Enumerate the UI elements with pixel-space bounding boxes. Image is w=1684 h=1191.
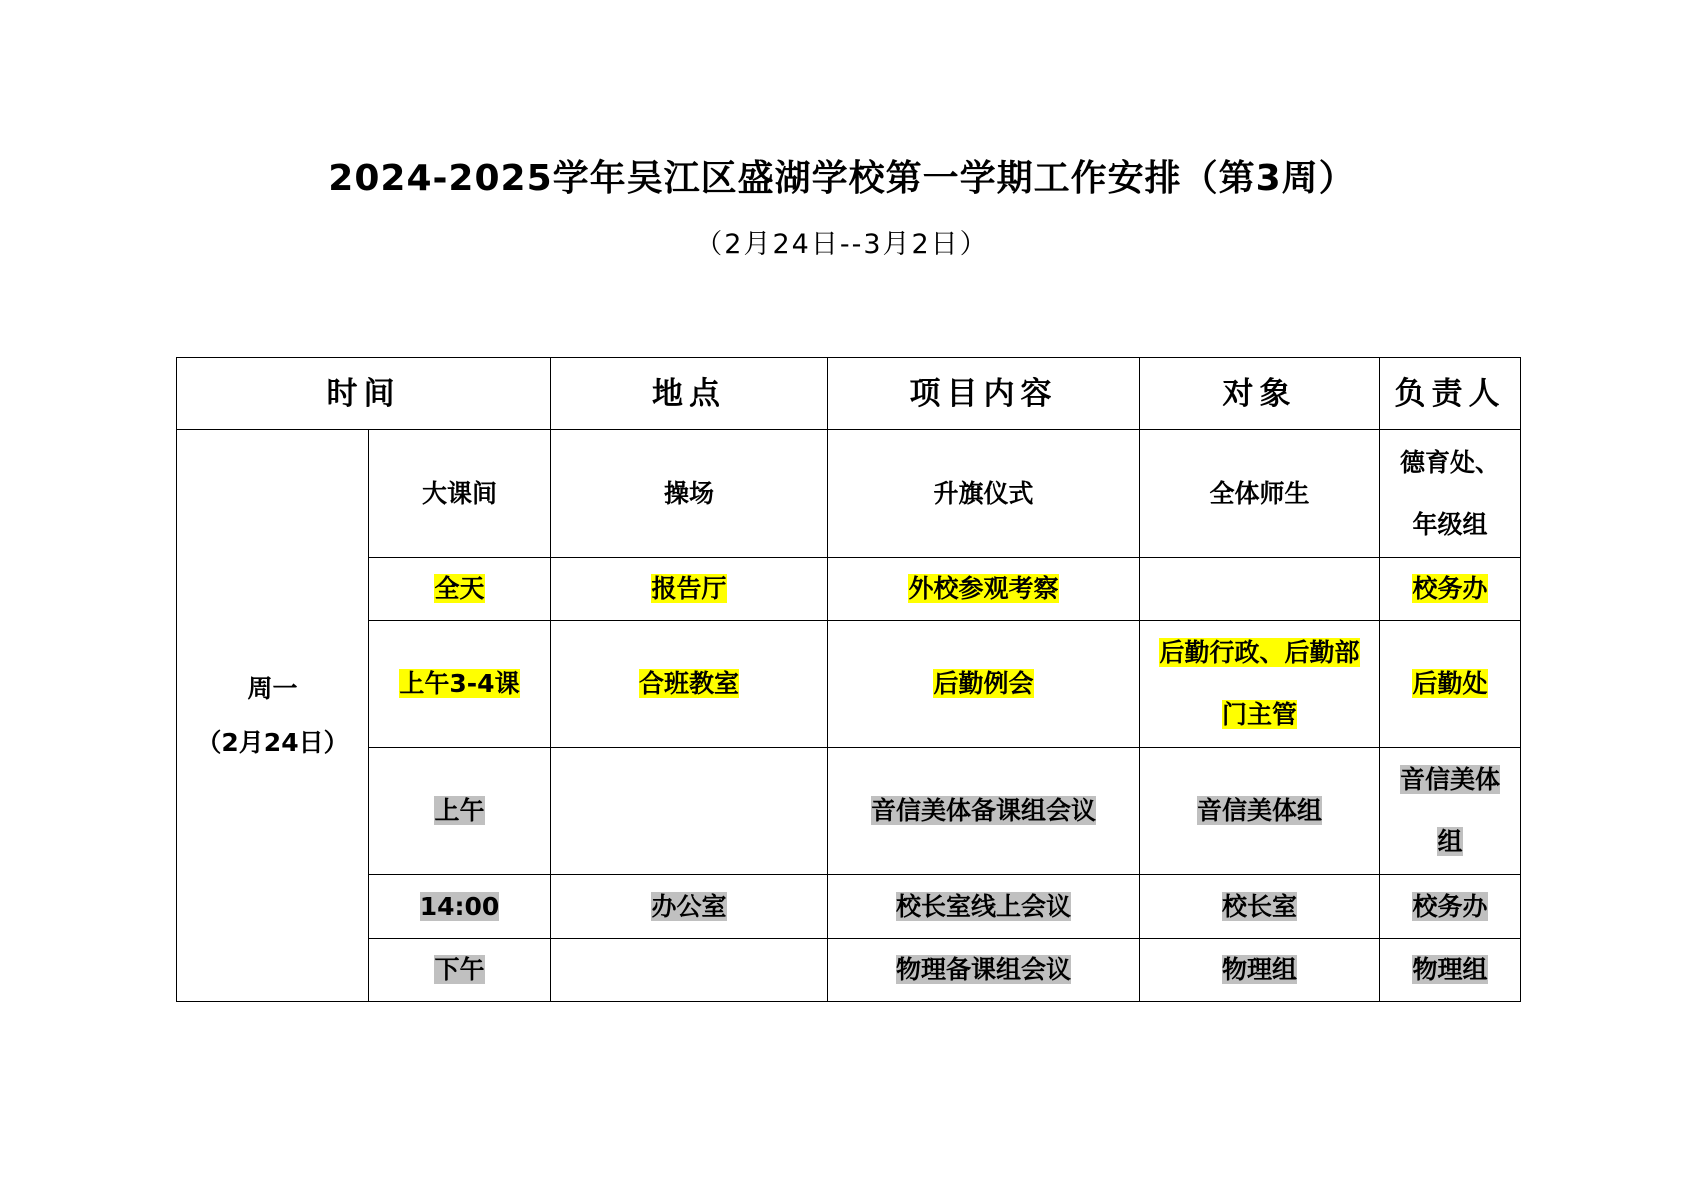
cell-text: 全体师生: [1209, 478, 1310, 508]
cell-text: 物理组: [1412, 955, 1488, 984]
header-target: 对象: [1140, 358, 1380, 430]
time-cell: [369, 939, 551, 1002]
page-title: 2024-2025学年吴江区盛湖学校第一学期工作安排（第3周）: [328, 158, 1356, 199]
target-cell: [1140, 430, 1380, 558]
cell-text: 德育处、年级组: [1399, 447, 1500, 539]
owner-cell: [1380, 748, 1521, 875]
cell-text: 合班教室: [638, 669, 739, 698]
place-cell: [551, 748, 828, 875]
content-cell: [828, 939, 1140, 1002]
header-place: 地点: [551, 358, 828, 430]
header-owner: 负责人: [1380, 358, 1521, 430]
header-time: 时间: [177, 358, 551, 430]
header-content: 项目内容: [828, 358, 1140, 430]
content-cell: [828, 430, 1140, 558]
cell-text: 校长室线上会议: [895, 891, 1071, 921]
target-cell: [1140, 939, 1380, 1002]
table-row: [177, 875, 1521, 939]
cell-text: 升旗仪式: [933, 478, 1034, 508]
day-date: （2月24日）: [196, 727, 349, 757]
target-cell: [1140, 621, 1380, 748]
owner-cell: [1380, 939, 1521, 1002]
owner-cell: [1380, 430, 1521, 558]
place-cell: [551, 939, 828, 1002]
table-row: [177, 430, 1521, 558]
table-row: [177, 748, 1521, 875]
day-name: 周一: [247, 673, 298, 703]
day-cell: [177, 430, 369, 1002]
cell-text: 校务办: [1412, 891, 1488, 921]
target-cell: [1140, 558, 1380, 621]
page-subtitle: （2月24日--3月2日）: [695, 229, 989, 260]
content-cell: [828, 558, 1140, 621]
cell-text: 下午: [434, 955, 485, 984]
time-cell: [369, 621, 551, 748]
cell-text: 音信美体组: [1399, 765, 1500, 856]
target-cell: [1140, 748, 1380, 875]
content-cell: [828, 875, 1140, 939]
cell-text: 报告厅: [651, 574, 727, 603]
time-cell: [369, 748, 551, 875]
cell-text: 大课间: [421, 478, 497, 508]
time-cell: [369, 875, 551, 939]
table-header-row: [177, 358, 1521, 430]
owner-cell: [1380, 875, 1521, 939]
cell-text: 物理组: [1221, 955, 1297, 984]
cell-text: 外校参观考察: [908, 574, 1059, 603]
time-cell: [369, 430, 551, 558]
cell-text: 14:00: [419, 891, 500, 921]
table-row: [177, 621, 1521, 748]
place-cell: [551, 558, 828, 621]
cell-text: 物理备课组会议: [895, 955, 1071, 984]
cell-text: 后勤行政、后勤部门主管: [1159, 638, 1360, 729]
place-cell: [551, 621, 828, 748]
cell-text: 办公室: [651, 891, 727, 921]
content-cell: [828, 748, 1140, 875]
owner-cell: [1380, 558, 1521, 621]
cell-text: 后勤例会: [933, 669, 1034, 698]
place-cell: [551, 875, 828, 939]
content-cell: [828, 621, 1140, 748]
table-row: [177, 939, 1521, 1002]
schedule-table: [176, 357, 1521, 1002]
cell-text: 音信美体备课组会议: [870, 796, 1096, 825]
cell-text: 音信美体组: [1196, 796, 1322, 825]
cell-text: 后勤处: [1412, 669, 1488, 698]
cell-text: 上午3-4课: [399, 669, 520, 698]
table-row: [177, 558, 1521, 621]
cell-text: 校务办: [1412, 574, 1488, 603]
target-cell: [1140, 875, 1380, 939]
cell-text: 校长室: [1221, 891, 1297, 921]
cell-text: 上午: [434, 796, 485, 825]
cell-text: 操场: [663, 478, 714, 508]
cell-text: 全天: [434, 574, 485, 603]
place-cell: [551, 430, 828, 558]
time-cell: [369, 558, 551, 621]
owner-cell: [1380, 621, 1521, 748]
